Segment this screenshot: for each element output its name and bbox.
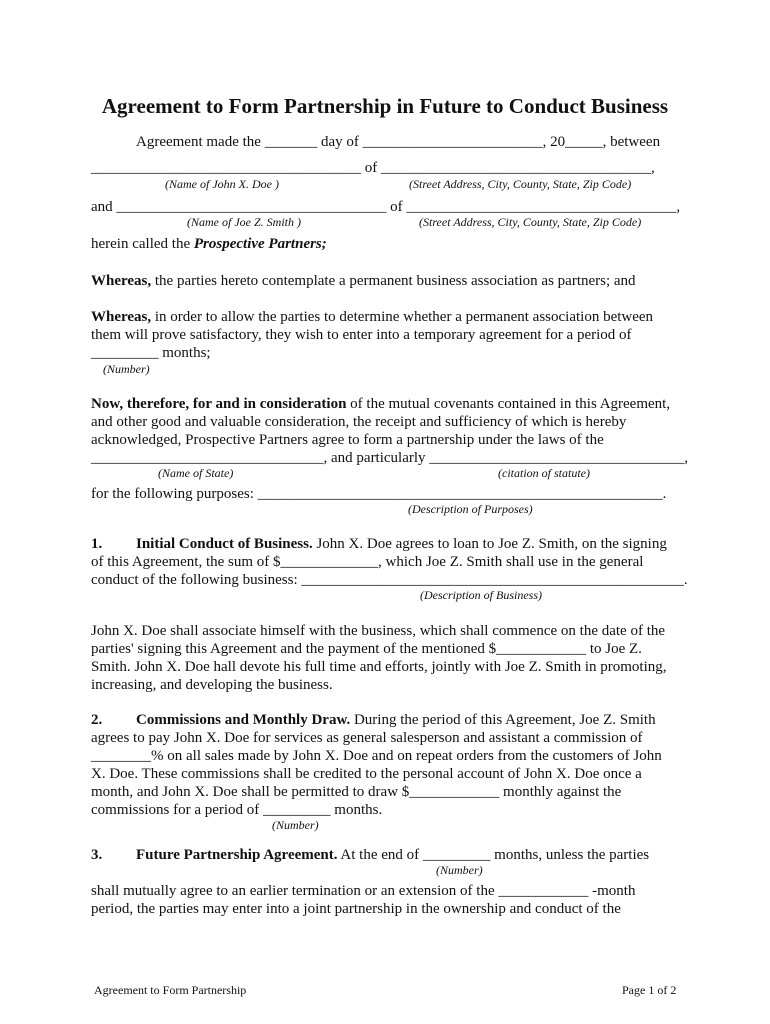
association-line-4: increasing, and developing the business. bbox=[91, 677, 333, 693]
caption-number-end: (Number) bbox=[436, 863, 483, 877]
section-2-line-1 bbox=[91, 711, 656, 729]
association-line-1: John X. Doe shall associate himself with the business, which shall commence on the date of the bbox=[91, 623, 666, 639]
whereas-1-lead: Whereas, bbox=[91, 273, 152, 289]
footer-title: Agreement to Form Partnership bbox=[94, 983, 247, 997]
footer-page-number: Page 1 of 2 bbox=[622, 983, 677, 997]
section-1-line-2: of this Agreement, the sum of $_____________, which Joe Z. Smith shall use in the general bbox=[91, 554, 644, 570]
section-3-number: 3. bbox=[91, 847, 103, 863]
section-3-heading bbox=[136, 846, 649, 864]
caption-state: (Name of State) bbox=[158, 466, 234, 480]
section-2-text: During the period of this Agreement, Joe Z. Smith bbox=[350, 712, 656, 728]
section-1-heading-text: Initial Conduct of Business. bbox=[136, 536, 313, 552]
caption-address-joe: (Street Address, City, County, State, Zip Code) bbox=[419, 215, 642, 229]
now-line-4: _______________________________, and particularly __________________________________, bbox=[91, 450, 689, 466]
now-text: of the mutual covenants contained in this Agreement, bbox=[346, 396, 671, 412]
herein-prefix: herein called the bbox=[91, 236, 194, 252]
section-2-number: 2. bbox=[91, 712, 103, 728]
now-lead: Now, therefore, for and in consideration bbox=[91, 396, 347, 412]
now-line-3: acknowledged, Prospective Partners agree to form a partnership under the laws of the bbox=[91, 432, 604, 448]
caption-address-john: (Street Address, City, County, State, Zip Code) bbox=[409, 177, 632, 191]
now-line-2: and other good and valuable consideration, the receipt and sufficiency of which is hereby bbox=[91, 414, 627, 430]
section-1-text: John X. Doe agrees to loan to Joe Z. Smith, on the signing bbox=[312, 536, 667, 552]
document-title: Agreement to Form Partnership in Future to Conduct Business bbox=[101, 94, 669, 118]
whereas-1-text: the parties hereto contemplate a permanent business association as partners; and bbox=[151, 273, 636, 289]
herein-line bbox=[91, 235, 327, 253]
section-2-line-6: commissions for a period of _________ months. bbox=[91, 802, 383, 818]
section-2-heading-text: Commissions and Monthly Draw. bbox=[136, 712, 351, 728]
intro-line-3: and ____________________________________ of ____________________________________, bbox=[91, 199, 681, 215]
section-3-line-1 bbox=[91, 846, 650, 864]
section-2-line-2: agrees to pay John X. Doe for services as general salesperson and assistant a commission of bbox=[91, 730, 643, 746]
whereas-2-text: in order to allow the parties to determine whether a permanent association between bbox=[151, 309, 654, 325]
section-1-line-1 bbox=[91, 535, 667, 553]
association-line-2: parties' signing this Agreement and the payment of the mentioned $____________ to Joe Z. bbox=[91, 641, 642, 657]
section-1-number: 1. bbox=[91, 536, 103, 552]
whereas-2-line-2: them will prove satisfactory, they wish to enter into a temporary agreement for a period of bbox=[91, 327, 632, 343]
section-1-heading bbox=[136, 535, 667, 553]
whereas-2-lead: Whereas, bbox=[91, 309, 152, 325]
herein-term: Prospective Partners; bbox=[193, 236, 327, 252]
caption-purposes: (Description of Purposes) bbox=[408, 502, 533, 516]
intro-line-1: Agreement made the _______ day of ________________________, 20_____, between bbox=[136, 134, 661, 150]
caption-number-period: (Number) bbox=[272, 818, 319, 832]
caption-business: (Description of Business) bbox=[420, 588, 542, 602]
section-3-text: At the end of _________ months, unless the parties bbox=[337, 847, 650, 863]
whereas-2-line-1 bbox=[91, 308, 653, 326]
caption-name-joe: (Name of Joe Z. Smith ) bbox=[187, 215, 301, 229]
caption-statute: (citation of statute) bbox=[498, 466, 590, 480]
whereas-1 bbox=[91, 272, 636, 290]
section-2-heading bbox=[136, 711, 656, 729]
section-2-line-5: month, and John X. Doe shall be permitted to draw $____________ monthly against the bbox=[91, 784, 622, 800]
intro-line-2: ____________________________________ of ____________________________________, bbox=[91, 160, 655, 176]
section-3-line-3: period, the parties may enter into a joint partnership in the ownership and conduct of the bbox=[91, 901, 621, 917]
section-2-line-3: ________% on all sales made by John X. Doe and on repeat orders from the customers of John bbox=[91, 748, 662, 764]
now-line-1 bbox=[91, 395, 670, 413]
caption-number-months: (Number) bbox=[103, 362, 150, 376]
section-3-heading-text: Future Partnership Agreement. bbox=[136, 847, 338, 863]
association-line-3: Smith. John X. Doe hall devote his full time and efforts, jointly with Joe Z. Smith in promoting, bbox=[91, 659, 667, 675]
caption-name-john: (Name of John X. Doe ) bbox=[165, 177, 279, 191]
section-3-line-2: shall mutually agree to an earlier termination or an extension of the ____________ -month bbox=[91, 883, 636, 899]
whereas-2-line-3: _________ months; bbox=[91, 345, 211, 361]
section-2-line-4: X. Doe. These commissions shall be credited to the personal account of John X. Doe once a bbox=[91, 766, 642, 782]
section-1-line-3: conduct of the following business: ___________________________________________________. bbox=[91, 572, 688, 588]
now-line-5: for the following purposes: ______________________________________________________. bbox=[91, 486, 667, 502]
